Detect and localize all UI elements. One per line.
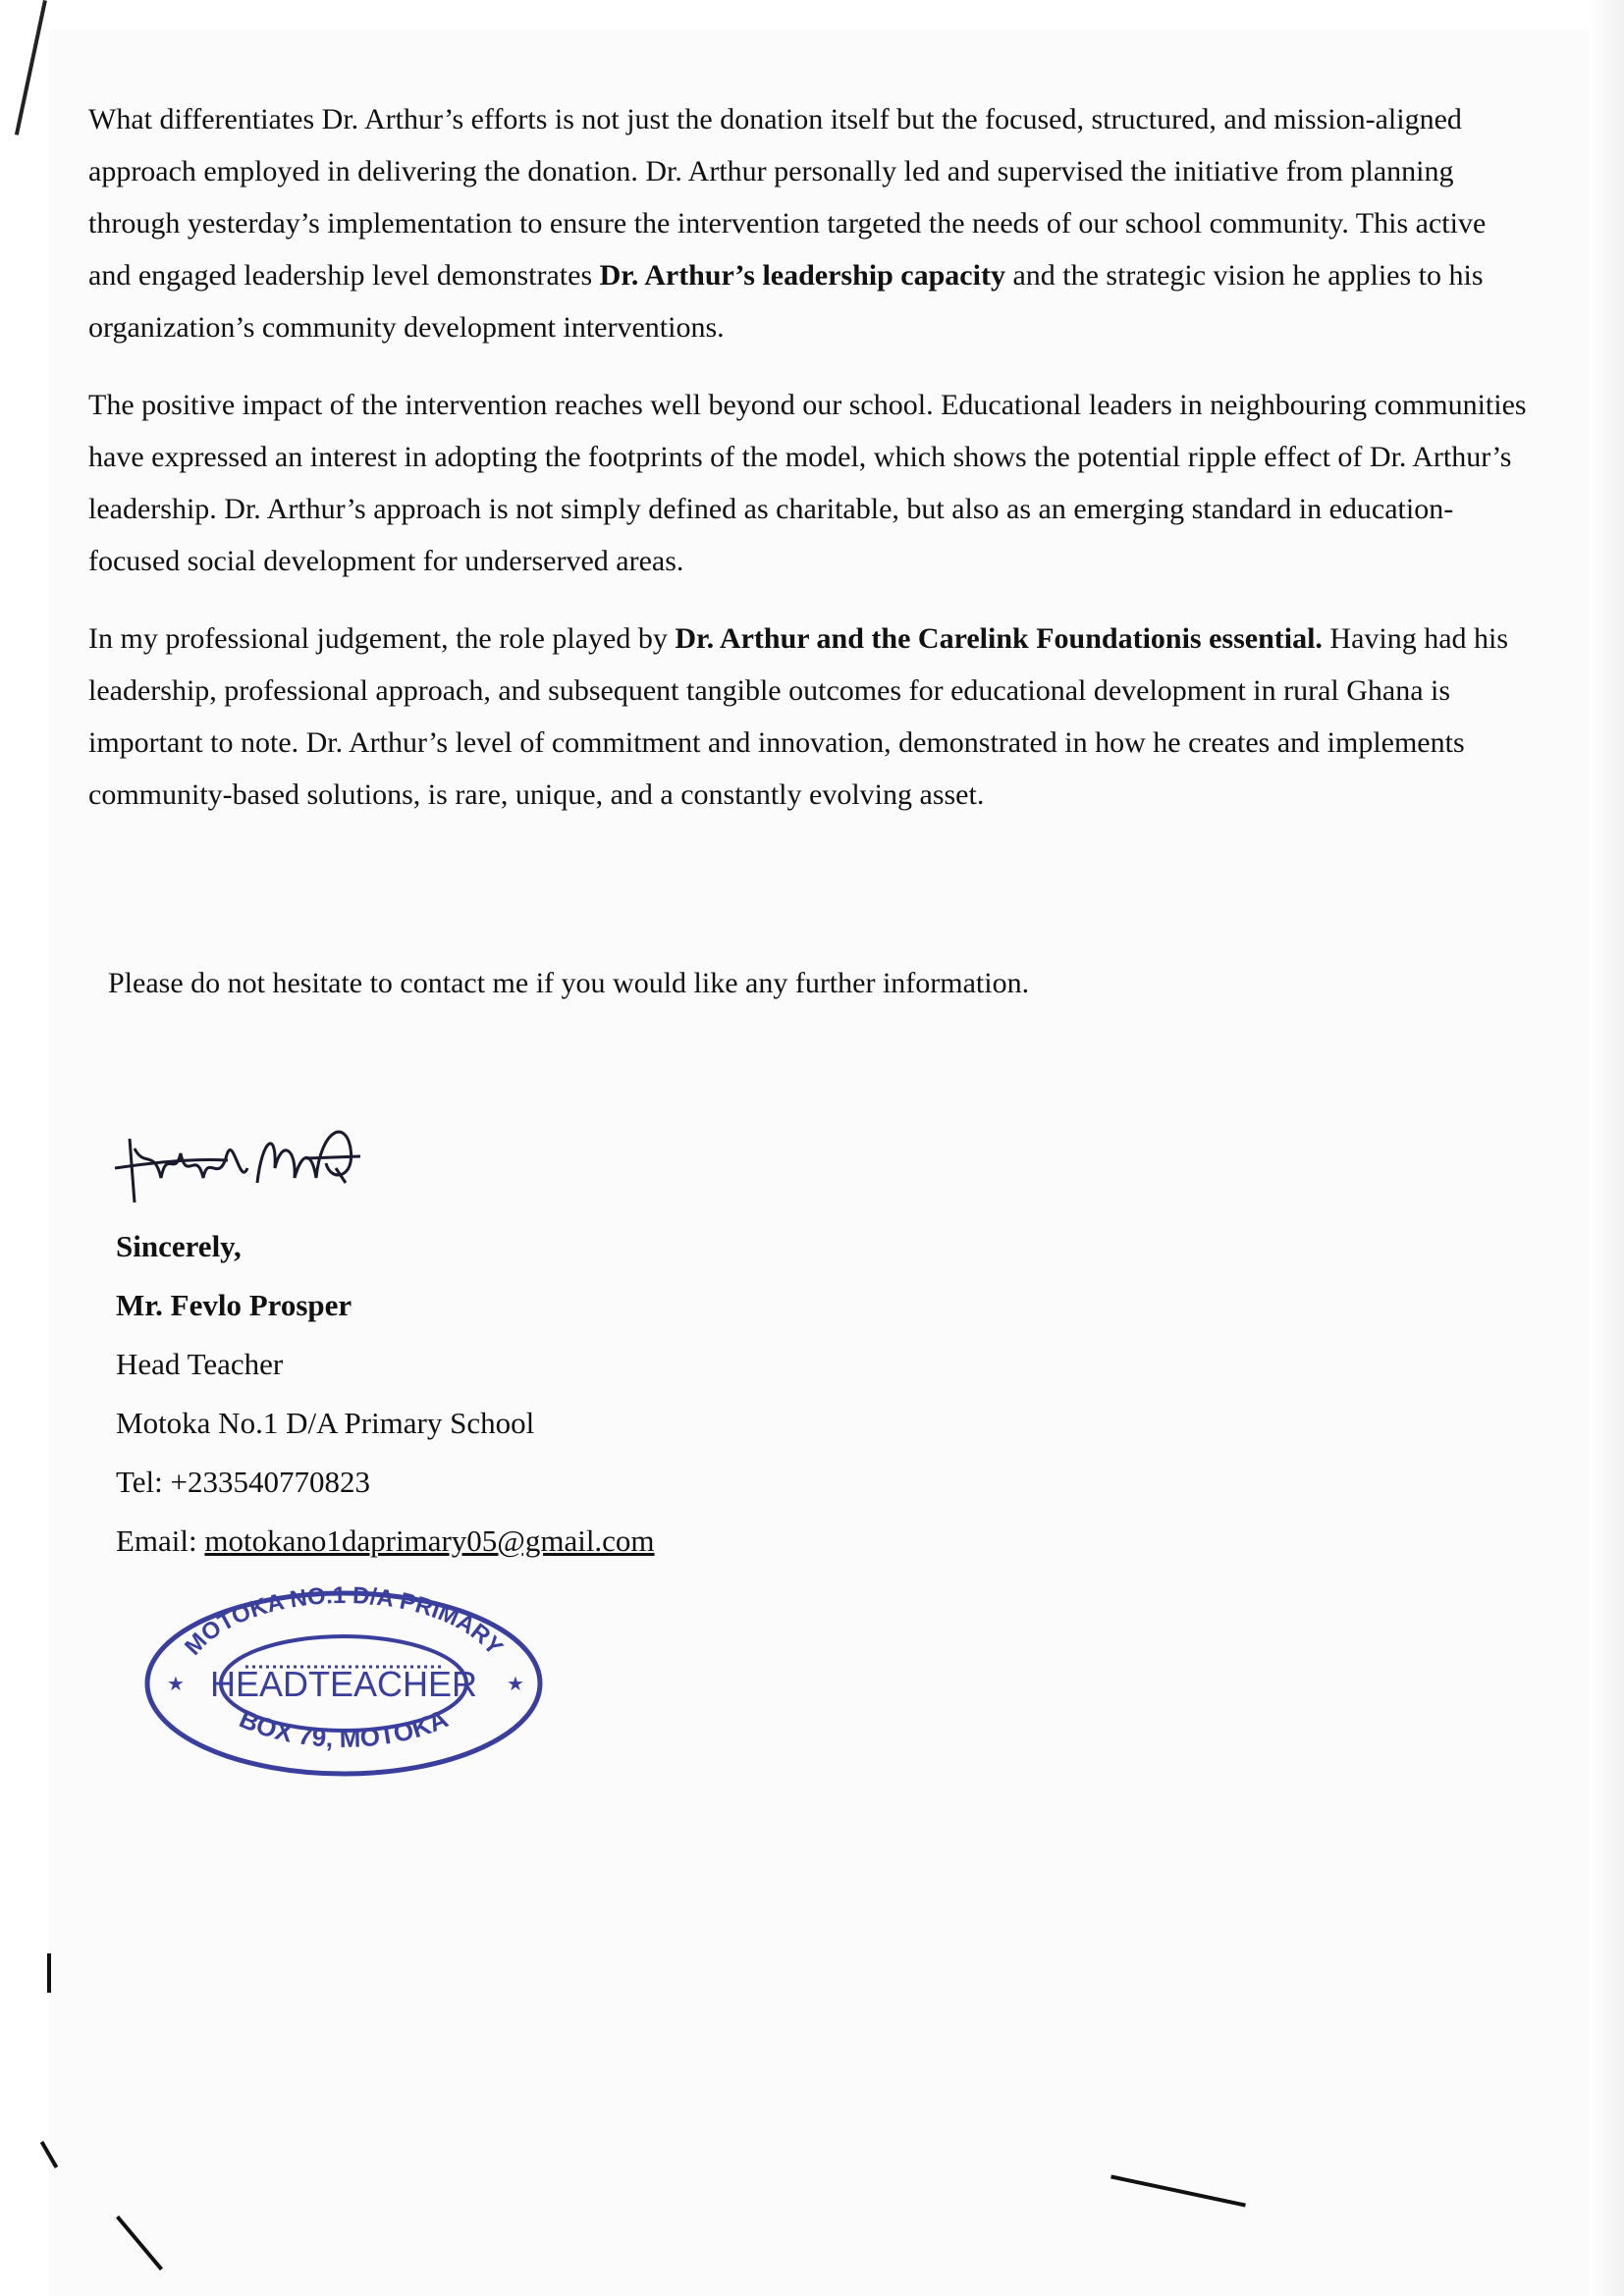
sign-off: Sincerely, xyxy=(116,1229,242,1263)
stamp-center-text: HEADTEACHER xyxy=(209,1664,478,1704)
scan-mark xyxy=(47,1953,51,1993)
email-label: Email: xyxy=(116,1523,205,1558)
stamp-bottom-text: BOX 79, MOTOKA xyxy=(235,1703,453,1754)
paragraph-2-text: The positive impact of the intervention reaches well beyond our school. Educational leaders in neighbouring communities have expressed an interest in adopting the footprints of the model, which shows the potential ripple effect of Dr. Arthur’s leadership. Dr. Arthur’s approach is not simply defined as charitable, but also as an emerging standard in education-focused social development for underserved areas. xyxy=(88,389,1527,577)
handwritten-signature xyxy=(110,1109,385,1217)
signature-block xyxy=(116,1217,655,1571)
school-name: Motoka No.1 D/A Primary School xyxy=(116,1406,535,1440)
paragraph-1-text-a: What differentiates Dr. Arthur’s efforts is not just the donation itself but the focused, structured, and mission-aligned approach employed in delivering the donation. Dr. Arthur personally led and supervised the initiative from planning through yesterday’s implementation to ensure the intervention targeted the needs of our school community. This active and engaged leadership level demonstrates xyxy=(88,103,1487,292)
signer-title: Head Teacher xyxy=(116,1347,284,1381)
stamp-right-star-icon: ★ xyxy=(507,1674,524,1695)
paragraph-1 xyxy=(88,93,1532,353)
page-shadow xyxy=(1589,0,1624,2296)
stamp-top-text: MOTOKA NO.1 D/A PRIMARY xyxy=(179,1581,509,1661)
letter-body xyxy=(88,93,1532,846)
paragraph-1-emphasis: Dr. Arthur’s leadership capacity xyxy=(599,259,1005,292)
paragraph-2 xyxy=(88,379,1532,587)
paragraph-3 xyxy=(88,613,1532,821)
paragraph-3-text-a: In my professional judgement, the role played by xyxy=(88,622,676,655)
signer-name: Mr. Fevlo Prosper xyxy=(116,1288,352,1322)
stamp-left-star-icon: ★ xyxy=(167,1674,185,1695)
closing-line: Please do not hesitate to contact me if you would like any further information. xyxy=(108,967,1030,999)
email-line xyxy=(116,1512,655,1571)
telephone: Tel: +233540770823 xyxy=(116,1465,370,1499)
paragraph-3-emphasis: Dr. Arthur and the Carelink Foundationis essential. xyxy=(675,622,1323,655)
paper-edge-mark xyxy=(15,0,47,135)
school-stamp xyxy=(137,1580,550,1777)
paragraph-3-text-b: Having had his leadership, professional approach, and subsequent tangible outcomes for educational development in rural Ghana is important to note. Dr. Arthur’s level of commitment and innovation, demonstrated in how he creates and implements community-based solutions, is rare, unique, and a constantly evolving asset. xyxy=(88,622,1509,811)
email-link[interactable]: motokano1daprimary05@gmail.com xyxy=(204,1523,655,1558)
paragraph-1-text-b: and the strategic vision he applies to his organization’s community development interventions. xyxy=(88,259,1484,344)
